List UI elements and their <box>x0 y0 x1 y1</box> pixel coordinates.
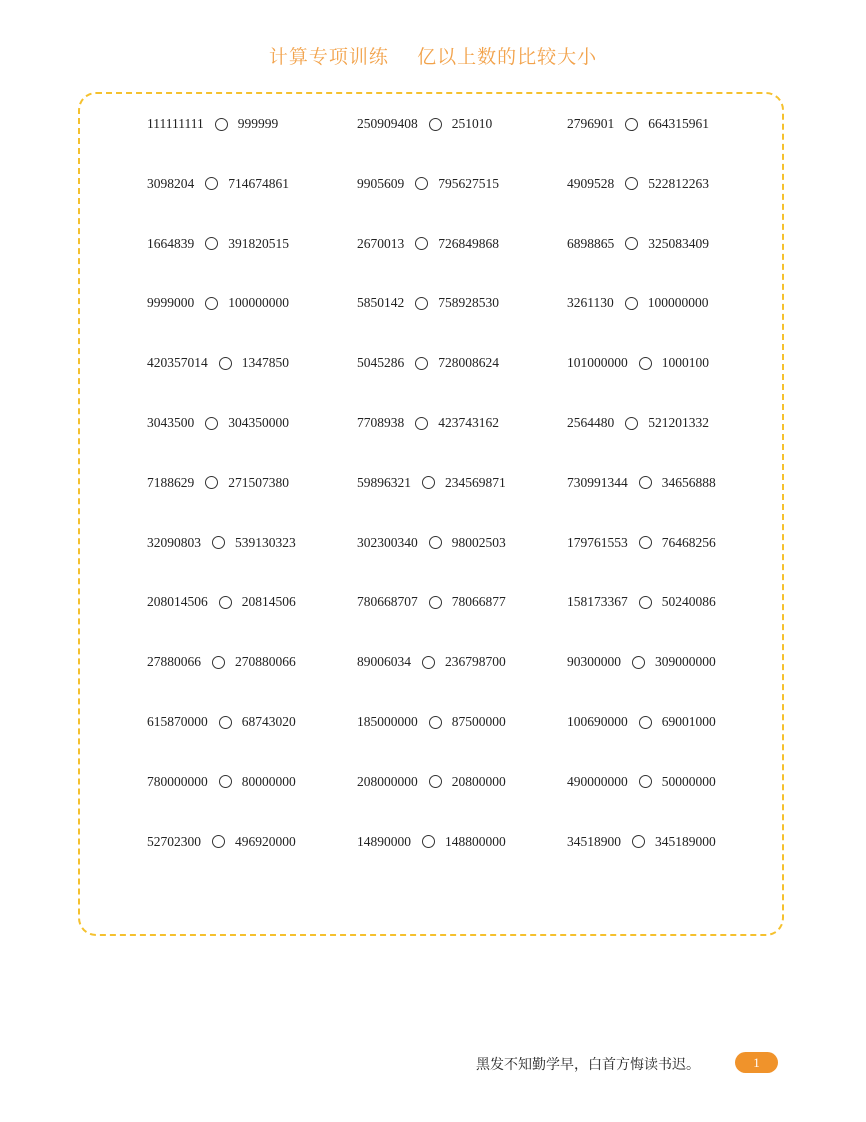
right-number: 539130323 <box>235 534 296 550</box>
right-number: 391820515 <box>228 235 289 251</box>
answer-circle[interactable] <box>639 716 652 729</box>
left-number: 3043500 <box>147 415 195 430</box>
right-number: 148800000 <box>445 833 506 849</box>
left-number: 59896321 <box>357 474 411 490</box>
right-number: 728008624 <box>438 355 499 371</box>
comparison-item <box>567 826 716 858</box>
answer-circle[interactable] <box>415 357 428 370</box>
right-number: 325083409 <box>648 235 709 251</box>
answer-circle[interactable] <box>632 835 645 848</box>
left-number: 185000000 <box>357 714 418 729</box>
right-number: 100000000 <box>228 295 289 311</box>
right-number: 726849868 <box>438 235 499 251</box>
comparison-item <box>567 706 716 738</box>
comparison-item <box>147 168 289 200</box>
left-number: 250909408 <box>357 116 418 131</box>
comparison-row <box>147 407 787 439</box>
left-number: 90300000 <box>567 654 621 670</box>
right-number: 496920000 <box>235 833 296 849</box>
comparison-row <box>147 706 787 738</box>
answer-circle[interactable] <box>219 596 232 609</box>
comparison-item <box>147 108 278 140</box>
comparison-item <box>357 766 506 798</box>
comparison-item <box>147 527 296 559</box>
answer-circle[interactable] <box>219 357 232 370</box>
comparison-item <box>567 407 709 439</box>
left-number: 111111111 <box>147 116 204 131</box>
answer-circle[interactable] <box>639 596 652 609</box>
left-number: 1664839 <box>147 235 195 251</box>
comparison-item <box>147 228 289 260</box>
left-number: 6898865 <box>567 235 615 251</box>
comparison-row <box>147 586 787 618</box>
comparison-item <box>147 586 296 618</box>
comparison-item <box>357 407 499 439</box>
right-number: 87500000 <box>451 714 506 729</box>
right-number: 1000100 <box>661 355 709 371</box>
right-number: 20814506 <box>241 594 296 610</box>
right-number: 714674861 <box>228 175 289 191</box>
right-number: 521201332 <box>648 415 709 430</box>
left-number: 2796901 <box>567 116 615 131</box>
left-number: 89006034 <box>357 654 411 670</box>
answer-circle[interactable] <box>429 716 442 729</box>
left-number: 208014506 <box>147 594 208 610</box>
answer-circle[interactable] <box>429 596 442 609</box>
answer-circle[interactable] <box>625 118 638 131</box>
answer-circle[interactable] <box>639 476 652 489</box>
answer-circle[interactable] <box>219 716 232 729</box>
answer-circle[interactable] <box>625 417 638 430</box>
answer-circle[interactable] <box>422 476 435 489</box>
answer-circle[interactable] <box>205 297 218 310</box>
answer-circle[interactable] <box>639 357 652 370</box>
comparison-row <box>147 168 787 200</box>
left-number: 101000000 <box>567 355 628 371</box>
comparison-item <box>567 527 716 559</box>
left-number: 2564480 <box>567 415 615 430</box>
comparison-item <box>147 287 289 319</box>
comparison-item <box>357 826 506 858</box>
answer-circle[interactable] <box>639 775 652 788</box>
right-number: 522812263 <box>648 175 709 191</box>
page-number-badge: 1 <box>735 1052 778 1073</box>
answer-circle[interactable] <box>205 476 218 489</box>
answer-circle[interactable] <box>429 775 442 788</box>
comparison-item <box>357 287 499 319</box>
left-number: 490000000 <box>567 773 628 789</box>
left-number: 9905609 <box>357 175 405 191</box>
left-number: 2670013 <box>357 235 405 251</box>
comparison-row <box>147 347 787 379</box>
comparison-item <box>567 646 716 678</box>
right-number: 20800000 <box>451 773 506 789</box>
comparison-item <box>147 706 296 738</box>
comparison-item <box>357 228 499 260</box>
comparison-row <box>147 766 787 798</box>
answer-circle[interactable] <box>212 536 225 549</box>
right-number: 345189000 <box>655 833 716 849</box>
right-number: 78066877 <box>451 594 506 610</box>
comparison-row <box>147 467 787 499</box>
right-number: 999999 <box>237 116 279 131</box>
answer-circle[interactable] <box>422 835 435 848</box>
right-number: 271507380 <box>228 474 289 490</box>
right-number: 758928530 <box>438 295 499 311</box>
answer-circle[interactable] <box>415 417 428 430</box>
right-number: 251010 <box>451 116 493 131</box>
footer-motto: 黑发不知勤学早，白首方悔读书迟。 <box>476 1057 700 1073</box>
comparison-row <box>147 826 787 858</box>
left-number: 420357014 <box>147 355 208 371</box>
comparison-item <box>357 347 499 379</box>
comparison-item <box>357 168 499 200</box>
right-number: 100000000 <box>647 295 709 311</box>
right-number: 76468256 <box>661 534 716 550</box>
left-number: 302300340 <box>357 534 418 550</box>
right-number: 234569871 <box>445 474 506 490</box>
right-number: 34656888 <box>661 474 716 490</box>
comparison-row <box>147 527 787 559</box>
comparison-item <box>567 586 716 618</box>
left-number: 5850142 <box>357 295 405 311</box>
answer-circle[interactable] <box>205 177 218 190</box>
comparison-item <box>567 108 709 140</box>
comparison-item <box>147 467 289 499</box>
left-number: 27880066 <box>147 654 201 670</box>
answer-circle[interactable] <box>415 237 428 250</box>
comparison-row <box>147 228 787 260</box>
comparison-row <box>147 287 787 319</box>
comparison-item <box>357 108 492 140</box>
left-number: 7708938 <box>357 415 405 430</box>
left-number: 52702300 <box>147 833 201 849</box>
comparison-item <box>357 467 506 499</box>
left-number: 9999000 <box>147 295 195 311</box>
comparison-item <box>147 826 296 858</box>
answer-circle[interactable] <box>625 297 638 310</box>
right-number: 270880066 <box>235 654 296 670</box>
answer-circle[interactable] <box>205 237 218 250</box>
left-number: 3261130 <box>567 295 614 311</box>
answer-circle[interactable] <box>212 656 225 669</box>
left-number: 780668707 <box>357 594 418 610</box>
left-number: 32090803 <box>147 534 201 550</box>
exercise-frame <box>78 92 784 936</box>
comparison-item <box>147 766 296 798</box>
answer-circle[interactable] <box>212 835 225 848</box>
right-number: 98002503 <box>451 534 506 550</box>
comparison-item <box>567 766 716 798</box>
left-number: 179761553 <box>567 534 628 550</box>
left-number: 208000000 <box>357 773 418 789</box>
comparison-item <box>567 347 709 379</box>
comparison-item <box>357 646 506 678</box>
comparison-item <box>357 706 506 738</box>
right-number: 50000000 <box>661 773 716 789</box>
left-number: 7188629 <box>147 474 195 490</box>
answer-circle[interactable] <box>429 536 442 549</box>
comparison-row <box>147 108 787 140</box>
right-number: 236798700 <box>445 654 506 670</box>
answer-circle[interactable] <box>415 297 428 310</box>
right-number: 309000000 <box>655 654 716 670</box>
left-number: 5045286 <box>357 355 405 371</box>
right-number: 80000000 <box>241 773 296 789</box>
left-number: 100690000 <box>567 714 628 729</box>
comparison-item <box>567 228 709 260</box>
answer-circle[interactable] <box>639 536 652 549</box>
right-number: 69001000 <box>661 714 716 729</box>
answer-circle[interactable] <box>625 177 638 190</box>
answer-circle[interactable] <box>219 775 232 788</box>
left-number: 3098204 <box>147 175 195 191</box>
comparison-item <box>357 586 506 618</box>
left-number: 615870000 <box>147 714 208 729</box>
comparison-item <box>147 646 296 678</box>
left-number: 4909528 <box>567 175 615 191</box>
left-number: 780000000 <box>147 773 208 789</box>
right-number: 68743020 <box>241 714 296 729</box>
right-number: 664315961 <box>648 116 709 131</box>
answer-circle[interactable] <box>632 656 645 669</box>
answer-circle[interactable] <box>205 417 218 430</box>
comparison-item <box>567 467 716 499</box>
comparison-row <box>147 646 787 678</box>
comparison-item <box>357 527 506 559</box>
answer-circle[interactable] <box>625 237 638 250</box>
right-number: 304350000 <box>228 415 289 430</box>
comparison-item <box>147 347 289 379</box>
answer-circle[interactable] <box>215 118 228 131</box>
left-number: 158173367 <box>567 594 628 610</box>
comparison-item <box>567 287 709 319</box>
left-number: 34518900 <box>567 833 621 849</box>
right-number: 50240086 <box>661 594 716 610</box>
right-number: 1347850 <box>241 355 289 371</box>
answer-circle[interactable] <box>429 118 442 131</box>
left-number: 14890000 <box>357 833 411 849</box>
page-title: 计算专项训练 亿以上数的比较大小 <box>268 46 598 68</box>
answer-circle[interactable] <box>422 656 435 669</box>
right-number: 795627515 <box>438 175 499 191</box>
right-number: 423743162 <box>438 415 499 430</box>
comparison-item <box>567 168 709 200</box>
answer-circle[interactable] <box>415 177 428 190</box>
comparison-item <box>147 407 289 439</box>
left-number: 730991344 <box>567 474 628 490</box>
